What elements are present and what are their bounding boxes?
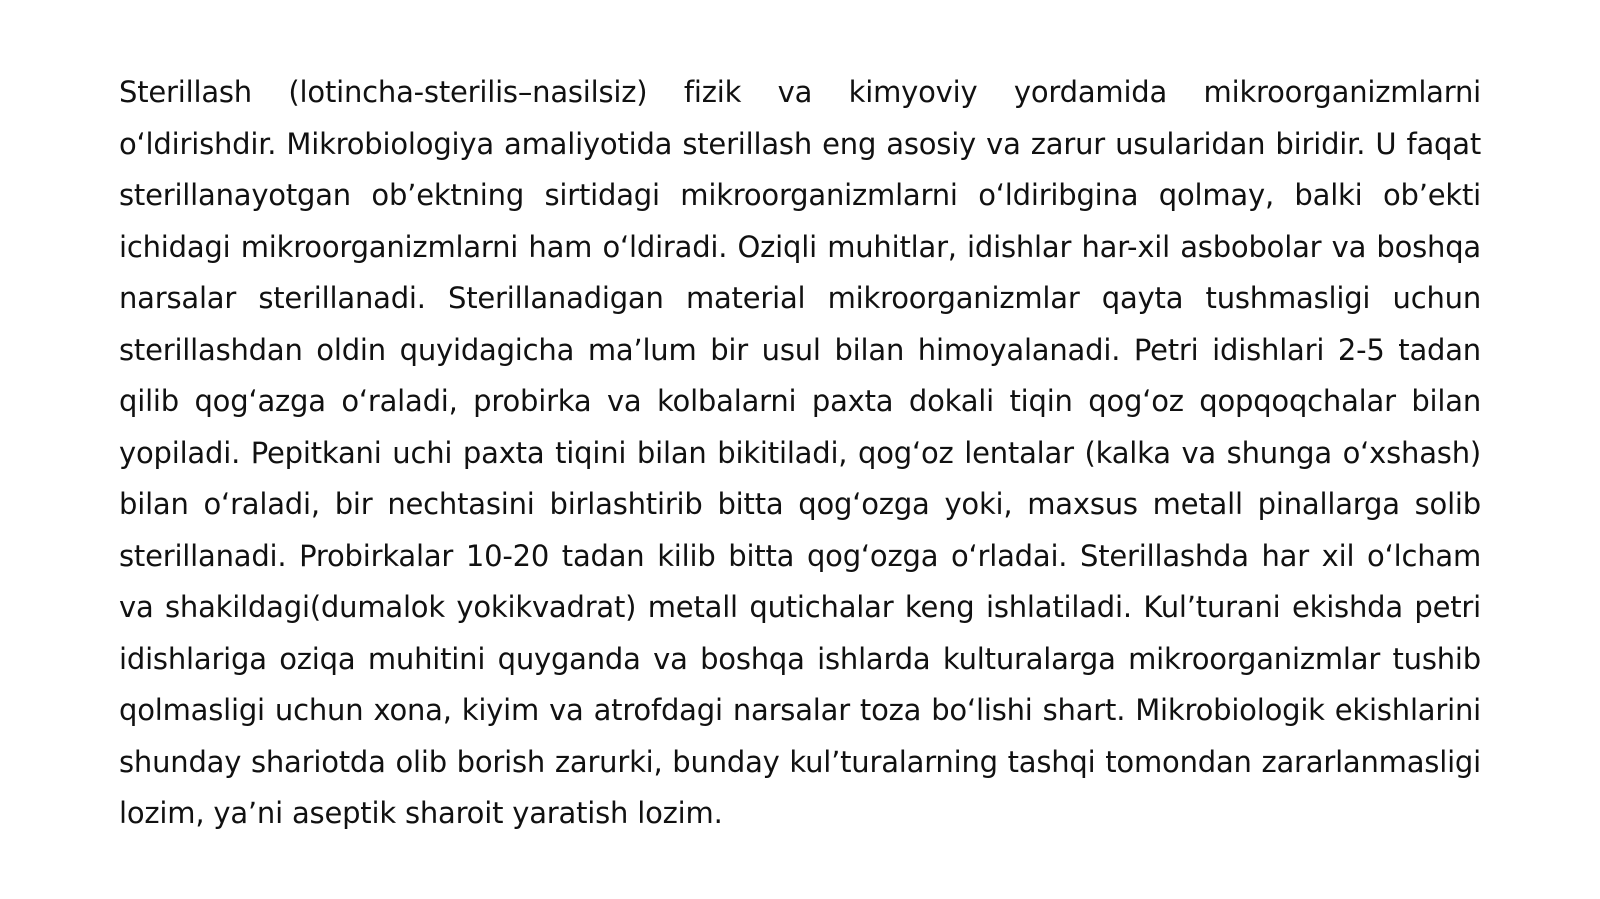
body-paragraph: Sterillash (lotincha-sterilis–nasilsiz) fizik va kimyoviy yordamida mikroorganizmlarni oʻldirishdir. Mikrobiologiya amaliyotida sterillash eng asosiy va zarur usularidan biridir. U faqat sterillanayotgan obʼektning sirtidagi mikroorganizmlarni oʻldiribgina qolmay, balki obʼekti ichidagi mikroorganizmlarni ham oʻldiradi. Oziqli muhitlar, idishlar har-xil asbobolar va boshqa narsalar sterillanadi. Sterillanadigan material mikroorganizmlar qayta tushmasligi uchun sterillashdan oldin quyidagicha maʼlum bir usul bilan himoyalanadi. Petri idishlari 2-5 tadan qilib qogʻazga oʻraladi, probirka va kolbalarni paxta dokali tiqin qogʻoz qopqoqchalar bilan yopiladi. Pepitkani uchi paxta tiqini bilan bikitiladi, qogʻoz lentalar (kalka va shunga oʻxshash) bilan oʻraladi, bir nechtasini birlashtirib bitta qogʻozga yoki, maxsus metall pinallarga solib sterillanadi. Probirkalar 10-20 tadan kilib bitta qogʻozga oʻrladai. Sterillashda har xil oʻlcham va shakildagi(dumalok yokikvadrat) metall qutichalar keng ishlatiladi. Kulʼturani ekishda petri idishlariga oziqa muhitini quyganda va boshqa ishlarda kulturalarga mikroorganizmlar tushib qolmasligi uchun xona, kiyim va atrofdagi narsalar toza boʻlishi shart. Mikrobiologik ekishlarini shunday shariotda olib borish zarurki, bunday kulʼturalarning tashqi tomondan zararlanmasligi lozim, yaʼni aseptik sharoit yaratish lozim. xyxy=(119,75,1481,830)
